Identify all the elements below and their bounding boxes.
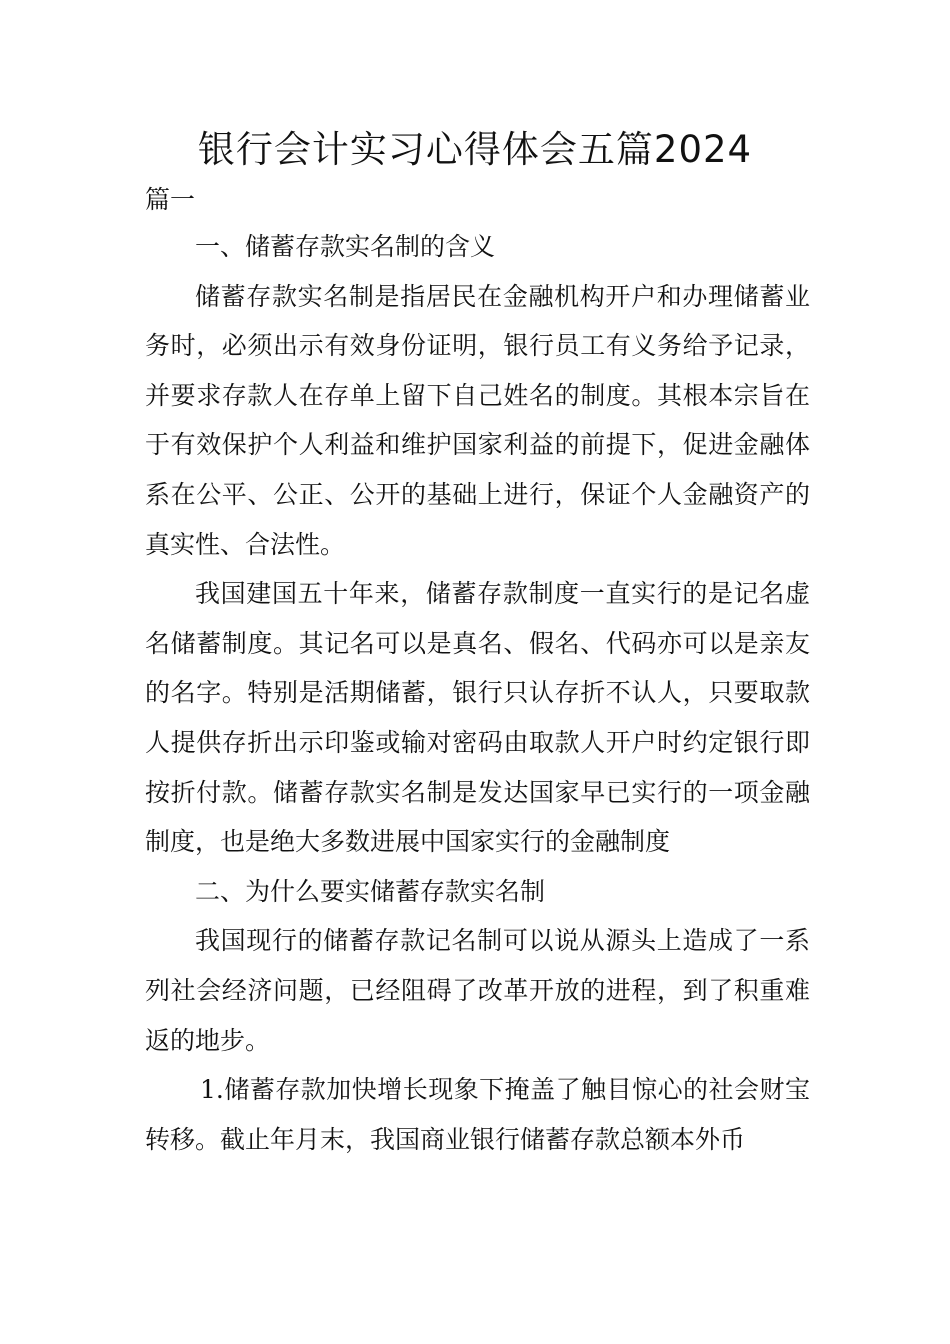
body-paragraph: 储蓄存款实名制是指居民在金融机构开户和办理储蓄业务时，必须出示有效身份证明，银行员工有义务给予记录，并要求存款人在存单上留下自己姓名的制度。其根本宗旨在于有效保护个人利益和维护国家利益的前提下，促进金融体系在公平、公正、公开的基础上进行，保证个人金融资产的真实性、合法性。 bbox=[145, 281, 810, 559]
section-heading: 二、为什么要实储蓄存款实名制 bbox=[195, 876, 546, 906]
body-paragraph: 我国建国五十年来，储蓄存款制度一直实行的是记名虚名储蓄制度。其记名可以是真名、假名、代码亦可以是亲友的名字。特别是活期储蓄，银行只认存折不认人，只要取款人提供存折出示印鉴或输对密码由取款人开户时约定银行即按折付款。储蓄存款实名制是发达国家早已实行的一项金融制度，也是绝大多数进展中国家实行的金融制度 bbox=[145, 579, 810, 857]
body-paragraph: 我国现行的储蓄存款记名制可以说从源头上造成了一系列社会经济问题，已经阻碍了改革开放的进程，到了积重难返的地步。 bbox=[145, 926, 810, 1055]
numbered-paragraph: 1.储蓄存款加快增长现象下掩盖了触目惊心的社会财宝转移。截止年月末，我国商业银行储蓄存款总额本外币 bbox=[145, 1075, 810, 1154]
part-label: 篇一 bbox=[145, 185, 196, 214]
document-title: 银行会计实习心得体会五篇2024 bbox=[197, 128, 753, 171]
document-body bbox=[145, 222, 810, 1164]
section-heading: 一、储蓄存款实名制的含义 bbox=[195, 232, 496, 261]
